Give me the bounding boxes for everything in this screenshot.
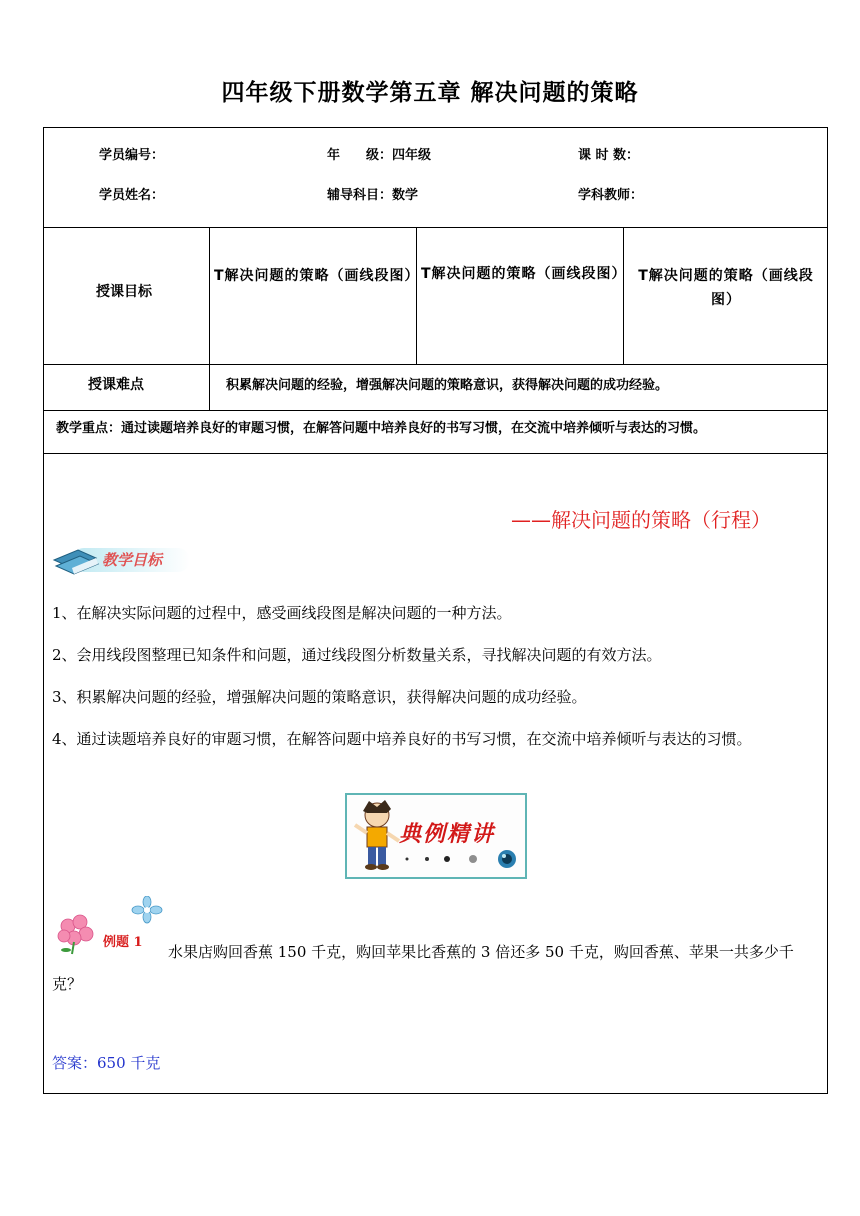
objective-item-3: 3、积累解决问题的经验，增强解决问题的策略意识，获得解决问题的成功经验。 — [52, 688, 587, 706]
hours-label: 课 时 数： — [578, 148, 640, 163]
divider — [209, 365, 210, 410]
section-subtitle: ——解决问题的策略（行程） — [511, 508, 771, 532]
objectives-icon — [52, 540, 192, 580]
divider — [44, 410, 827, 411]
student-name-label: 学员姓名： — [99, 188, 165, 203]
subject-label: 辅导科目：数学 — [327, 188, 419, 203]
difficulty-text: 积累解决问题的经验，增强解决问题的策略意识，获得解决问题的成功经验。 — [226, 378, 669, 393]
objectives-icon-text: 教学目标 — [102, 551, 163, 569]
goal-cell-2: T解决问题的策略（画线段图） — [421, 266, 627, 282]
teacher-label: 学科教师： — [578, 188, 644, 203]
divider — [623, 228, 624, 364]
objective-item-2: 2、会用线段图整理已知条件和问题，通过线段图分析数量关系，寻找解决问题的有效方法。 — [52, 646, 662, 664]
example-question: 水果店购回香蕉 150 千克，购回苹果比香蕉的 3 倍还多 50 千克，购回香蕉、苹果一共多少千克？ — [52, 943, 794, 993]
divider — [416, 228, 417, 364]
divider — [209, 228, 210, 364]
document-title: 四年级下册数学第五章 解决问题的策略 — [221, 80, 639, 106]
section-badge — [345, 793, 527, 879]
objective-item-4: 4、通过读题培养良好的审题习惯，在解答问题中培养良好的书写习惯，在交流中培养倾听与表达的习惯。 — [52, 730, 752, 748]
divider — [44, 453, 827, 454]
lesson-table — [43, 127, 828, 1094]
goal-cell-3: T解决问题的策略（画线段图） — [638, 268, 814, 308]
goal-cell-1: T解决问题的策略（画线段图） — [214, 268, 420, 284]
example-answer: 答案：650 千克 — [52, 1054, 161, 1072]
objective-item-1: 1、在解决实际问题的过程中，感受画线段图是解决问题的一种方法。 — [52, 604, 512, 622]
focus-text: 教学重点：通过读题培养良好的审题习惯，在解答问题中培养良好的书写习惯，在交流中培养倾听与表达的习惯。 — [56, 421, 707, 436]
sparkle-icon — [397, 847, 527, 871]
leaf-icon — [130, 896, 164, 924]
grade-label: 年 级：四年级 — [327, 148, 432, 163]
goals-row — [44, 228, 828, 364]
example-label: 例题 1 — [103, 935, 143, 950]
student-id-label: 学员编号： — [99, 148, 165, 163]
divider — [44, 364, 827, 365]
difficulty-label: 授课难点 — [88, 377, 144, 393]
goals-label: 授课目标 — [96, 284, 152, 300]
section-badge-text: 典例精讲 — [399, 821, 496, 847]
